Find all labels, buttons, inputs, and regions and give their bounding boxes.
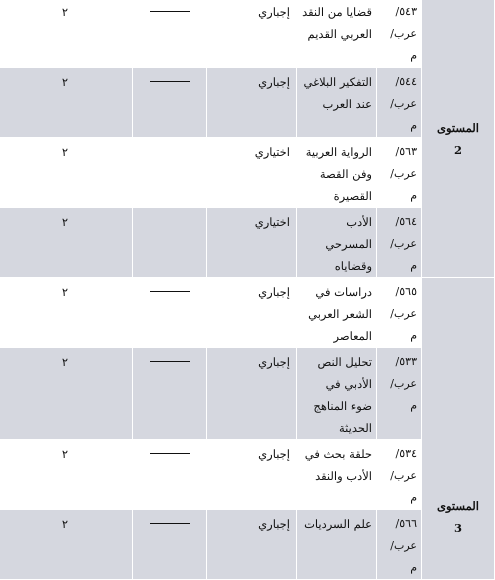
course-type: إجباري <box>207 68 297 138</box>
table-row <box>0 348 495 440</box>
prerequisite <box>133 348 207 440</box>
table-row <box>0 510 495 580</box>
course-name: تحليل النص الأدبي في ضوء المناهج الحديثة <box>297 348 377 440</box>
credit-hours: ٢ <box>0 208 133 278</box>
level-cell <box>422 0 495 278</box>
prerequisite <box>133 510 207 580</box>
course-name: قضايا من النقد العربي القديم <box>297 0 377 68</box>
table-row <box>0 440 495 510</box>
prerequisite <box>133 68 207 138</box>
credit-hours: ٢ <box>0 348 133 440</box>
dash-mark <box>150 453 190 454</box>
course-code: ٥٤٣/ عرب/ م <box>377 0 422 68</box>
credit-hours: ٢ <box>0 138 133 208</box>
course-name: الأدب المسرحي وقضاياه <box>297 208 377 278</box>
prerequisite <box>133 440 207 510</box>
table-row <box>0 68 495 138</box>
credit-hours: ٢ <box>0 68 133 138</box>
course-name: التفكير البلاغي عند العرب <box>297 68 377 138</box>
level-cell <box>422 278 495 580</box>
prerequisite <box>133 208 207 278</box>
course-name: دراسات في الشعر العربي المعاصر <box>297 278 377 348</box>
table-row <box>0 278 495 348</box>
course-code: ٥٣٤/ عرب/ م <box>377 440 422 510</box>
level-number: 3 <box>453 521 462 535</box>
dash-mark <box>150 361 190 362</box>
course-name: حلقة بحث في الأدب والنقد <box>297 440 377 510</box>
course-type: اختياري <box>207 208 297 278</box>
course-type: اختياري <box>207 138 297 208</box>
dash-mark <box>150 291 190 292</box>
level-label: المستوى <box>436 121 480 135</box>
table-row <box>0 138 495 208</box>
course-type: إجباري <box>207 510 297 580</box>
course-code: ٥٦٦/ عرب/ م <box>377 510 422 580</box>
course-type: إجباري <box>207 348 297 440</box>
dash-mark <box>150 11 190 12</box>
credit-hours: ٢ <box>0 440 133 510</box>
credit-hours: ٢ <box>0 0 133 68</box>
course-code: ٥٦٤/ عرب/ م <box>377 208 422 278</box>
table-row <box>0 208 495 278</box>
course-code: ٥٦٣/ عرب/ م <box>377 138 422 208</box>
prerequisite <box>133 138 207 208</box>
credit-hours: ٢ <box>0 278 133 348</box>
course-name: علم السرديات <box>297 510 377 580</box>
level-number: 2 <box>453 143 462 157</box>
course-type: إجباري <box>207 278 297 348</box>
dash-mark <box>150 523 190 524</box>
prerequisite <box>133 0 207 68</box>
prerequisite <box>133 278 207 348</box>
course-code: ٥٦٥/ عرب/ م <box>377 278 422 348</box>
course-type: إجباري <box>207 440 297 510</box>
course-name: الرواية العربية وفن القصة القصيرة <box>297 138 377 208</box>
dash-mark <box>150 81 190 82</box>
level-label: المستوى <box>436 499 480 513</box>
credit-hours: ٢ <box>0 510 133 580</box>
table-row <box>0 0 495 68</box>
course-code: ٥٣٣/ عرب/ م <box>377 348 422 440</box>
course-type: إجباري <box>207 0 297 68</box>
course-code: ٥٤٤/ عرب/ م <box>377 68 422 138</box>
